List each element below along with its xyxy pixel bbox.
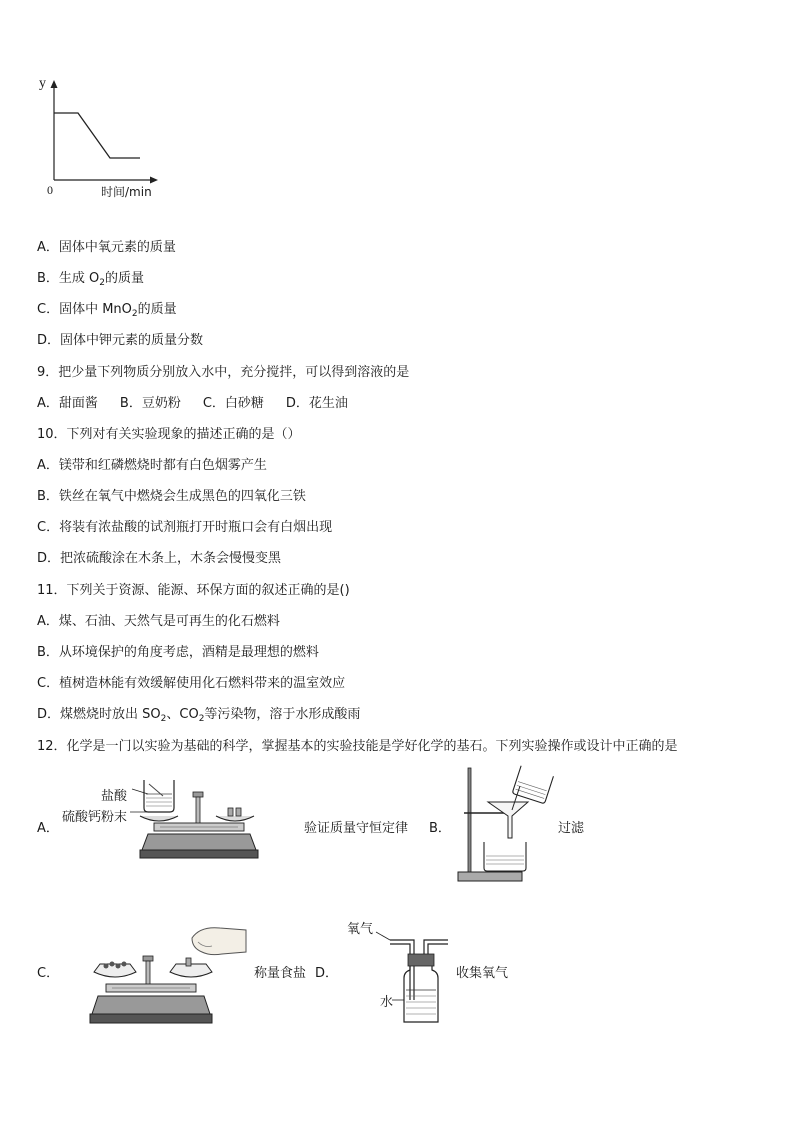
weighing-illustration — [88, 922, 248, 1038]
time-graph — [30, 74, 170, 204]
q8-option-c: C．固体中 MnO$_2$的质量 — [37, 302, 177, 319]
q11-option-d: D．煤燃烧时放出 $SO_2$、$CO_2$等污染物，溶于水形成酸雨 — [37, 707, 361, 724]
q11-stem: 11．下列关于资源、能源、环保方面的叙述正确的是() — [37, 583, 350, 598]
q10-stem: 10．下列对有关实验现象的描述正确的是（） — [37, 427, 301, 442]
q11-option-b: B．从环境保护的角度考虑，酒精是最理想的燃料 — [37, 645, 319, 660]
gas-collection-illustration — [370, 928, 460, 1028]
q12-option-d-letter: D． — [315, 966, 339, 981]
label-oxygen: 氧气 — [347, 922, 374, 937]
stopper — [408, 954, 434, 966]
q8-option-b: B．生成 $O_2$的质量 — [37, 271, 145, 288]
q9-option-c: C．白砂糖 — [202, 396, 264, 411]
funnel-icon — [488, 802, 528, 838]
left-pan-with-salt — [94, 964, 136, 977]
q9-option-a: A．甜面酱 — [37, 396, 98, 411]
q12-option-d-caption: 收集氧气 — [456, 966, 509, 981]
stand-base — [458, 872, 522, 881]
q10-option-b: B．铁丝在氧气中燃烧会生成黑色的四氧化三铁 — [37, 489, 306, 504]
y-axis-label: y — [39, 76, 46, 91]
beaker-icon — [144, 780, 174, 812]
gas-bottle-icon — [404, 966, 438, 1022]
q12-option-a-letter: A． — [37, 821, 59, 836]
q9-stem: 9．把少量下列物质分别放入水中，充分搅拌，可以得到溶液的是 — [37, 365, 410, 380]
q12-option-c-letter: C． — [37, 966, 60, 981]
origin-label: 0 — [47, 183, 53, 197]
label-calcium-sulfate-powder: 硫酸钙粉末 — [62, 810, 128, 825]
q9-option-d: D．花生油 — [285, 396, 348, 411]
label-hydrochloric-acid: 盐酸 — [101, 789, 128, 804]
label-water: 水 — [380, 995, 394, 1010]
q10-option-c: C．将装有浓盐酸的试剂瓶打开时瓶口会有白烟出现 — [37, 520, 333, 535]
q9-option-b: B．豆奶粉 — [119, 396, 181, 411]
q12-option-b-caption: 过滤 — [558, 821, 585, 836]
stand-rod — [468, 768, 471, 872]
q12-option-b-letter: B． — [429, 821, 451, 836]
balance-beaker-illustration — [130, 770, 270, 870]
y-axis-arrow — [51, 80, 58, 88]
pouring-beaker-icon — [512, 766, 553, 804]
q12-option-a-caption: 验证质量守恒定律 — [304, 821, 409, 836]
q10-option-d: D．把浓硫酸涂在木条上，木条会慢慢变黑 — [37, 551, 282, 566]
q9-options — [37, 395, 348, 413]
right-pan — [216, 816, 254, 821]
hand-icon — [192, 928, 246, 955]
q12-stem: 12．化学是一门以实验为基础的科学，掌握基本的实验技能是学好化学的基石。下列实验操作或设计中正确的是 — [37, 739, 678, 754]
graph-curve — [54, 113, 140, 158]
collecting-beaker-icon — [484, 842, 526, 871]
q10-option-a: A．镁带和红磷燃烧时都有白色烟雾产生 — [37, 458, 267, 473]
q8-option-a: A．固体中氧元素的质量 — [37, 240, 176, 255]
x-axis-label: 时间/min — [101, 185, 152, 199]
q8-option-d: D．固体中钾元素的质量分数 — [37, 333, 204, 348]
filtration-illustration — [450, 764, 560, 886]
q11-option-a: A．煤、石油、天然气是可再生的化石燃料 — [37, 614, 280, 629]
q12-option-c-caption: 称量食盐 — [254, 966, 307, 981]
q11-option-c: C．植树造林能有效缓解使用化石燃料带来的温室效应 — [37, 676, 346, 691]
left-pan — [140, 816, 178, 821]
